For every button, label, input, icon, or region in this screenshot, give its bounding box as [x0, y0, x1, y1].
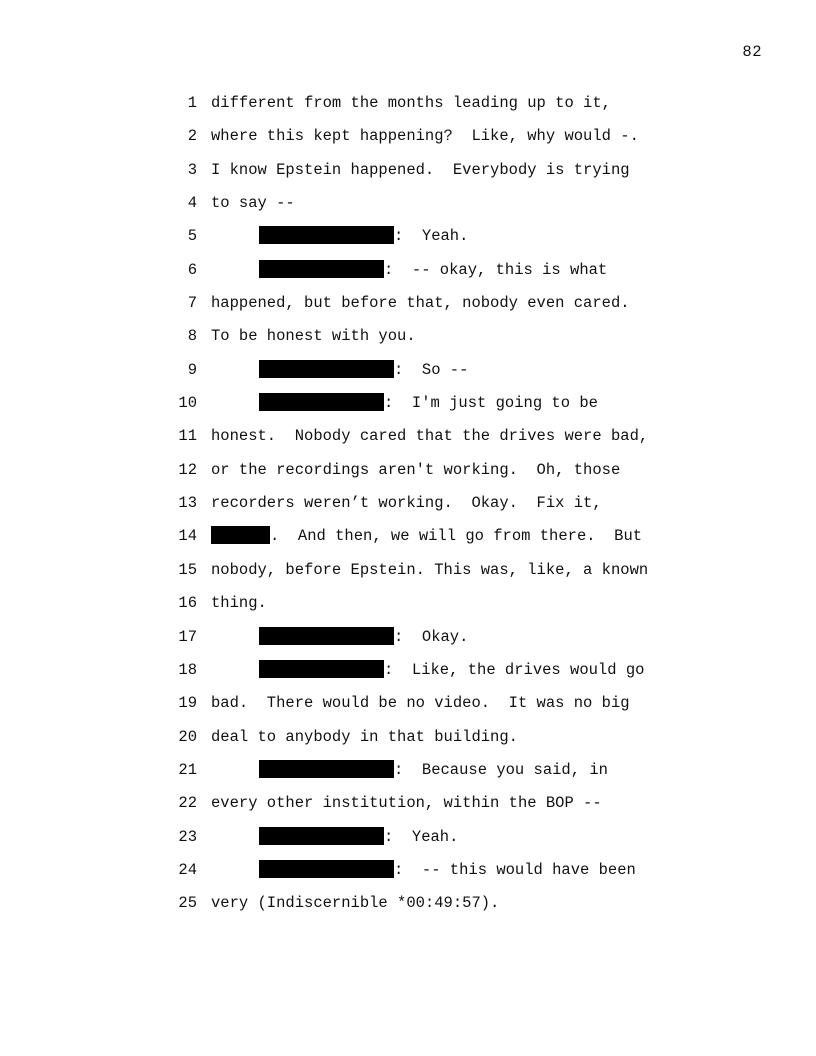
speaker-line	[211, 754, 608, 787]
line-text: very (Indiscernible *00:49:57).	[211, 894, 500, 913]
line-number: 13	[178, 494, 197, 513]
transcript-line	[0, 654, 816, 687]
transcript-line	[0, 887, 816, 920]
line-number: 11	[178, 427, 197, 446]
transcript-line	[0, 120, 816, 153]
transcript-line	[0, 587, 816, 620]
line-text: . And then, we will go from there. But	[270, 527, 643, 546]
line-text: : Okay.	[394, 627, 469, 646]
redaction-box	[259, 260, 384, 278]
line-text: where this kept happening? Like, why would -.	[211, 127, 639, 146]
line-text: or the recordings aren't working. Oh, those	[211, 460, 621, 479]
speaker-line	[211, 354, 468, 387]
redaction-box	[259, 827, 384, 845]
line-number: 9	[187, 360, 197, 379]
line-text: : Yeah.	[394, 227, 469, 246]
line-text: bad. There would be no video. It was no big	[211, 694, 630, 713]
line-text: happened, but before that, nobody even cared.	[211, 294, 630, 313]
transcript-line	[0, 554, 816, 587]
line-text: : -- this would have been	[394, 860, 636, 879]
transcript-line	[0, 754, 816, 787]
transcript-line	[0, 320, 816, 353]
line-number: 23	[178, 827, 197, 846]
speaker-line	[211, 621, 468, 654]
line-number: 4	[187, 194, 197, 213]
transcript-line	[0, 454, 816, 487]
redaction-box	[259, 226, 394, 244]
transcript-body	[0, 87, 816, 921]
line-number: 14	[178, 527, 197, 546]
transcript-line	[0, 154, 816, 187]
line-text: nobody, before Epstein. This was, like, a known	[211, 560, 649, 579]
transcript-line	[0, 821, 816, 854]
line-number: 16	[178, 594, 197, 613]
line-number: 12	[178, 460, 197, 479]
line-number: 3	[187, 160, 197, 179]
transcript-line	[0, 787, 816, 820]
redaction-box	[259, 627, 394, 645]
transcript-line	[0, 87, 816, 120]
page-number: 82	[742, 43, 762, 61]
transcript-line	[0, 854, 816, 887]
speaker-line	[211, 654, 644, 687]
transcript-line	[0, 287, 816, 320]
transcript-line	[0, 487, 816, 520]
line-text: : Like, the drives would go	[384, 660, 645, 679]
line-text: : Because you said, in	[394, 760, 608, 779]
redaction-box	[259, 393, 384, 411]
line-text: I know Epstein happened. Everybody is trying	[211, 160, 630, 179]
line-text: deal to anybody in that building.	[211, 727, 518, 746]
transcript-line	[0, 354, 816, 387]
speaker-line	[211, 821, 458, 854]
line-number: 22	[178, 794, 197, 813]
redaction-box	[259, 660, 384, 678]
line-number: 2	[187, 127, 197, 146]
line-text: recorders weren’t working. Okay. Fix it,	[211, 494, 602, 513]
transcript-line	[0, 187, 816, 220]
line-text: : -- okay, this is what	[384, 260, 608, 279]
line-number: 18	[178, 660, 197, 679]
line-number: 25	[178, 894, 197, 913]
line-text: honest. Nobody cared that the drives were bad,	[211, 427, 649, 446]
line-text: to say --	[211, 194, 295, 213]
line-number: 21	[178, 760, 197, 779]
transcript-line	[0, 721, 816, 754]
line-number: 7	[187, 294, 197, 313]
transcript-line	[0, 687, 816, 720]
line-number: 5	[187, 227, 197, 246]
transcript-line	[0, 520, 816, 553]
line-number: 24	[178, 860, 197, 879]
redaction-box	[259, 860, 394, 878]
speaker-line	[211, 220, 468, 253]
transcript-line	[0, 387, 816, 420]
line-number: 20	[178, 727, 197, 746]
line-text: : I'm just going to be	[384, 394, 598, 413]
line-number: 10	[178, 394, 197, 413]
line-number: 6	[187, 260, 197, 279]
line-text: : So --	[394, 360, 469, 379]
line-number: 19	[178, 694, 197, 713]
line-text: different from the months leading up to it,	[211, 94, 611, 112]
speaker-line	[211, 254, 607, 287]
transcript-line	[0, 621, 816, 654]
redaction-box	[259, 760, 394, 778]
speaker-line	[211, 520, 642, 553]
line-number: 17	[178, 627, 197, 646]
redaction-box	[211, 526, 270, 544]
transcript-line	[0, 420, 816, 453]
transcript-line	[0, 220, 816, 253]
line-text: : Yeah.	[384, 827, 459, 846]
redaction-box	[259, 360, 394, 378]
speaker-line	[211, 387, 598, 420]
line-text: thing.	[211, 594, 267, 613]
line-text: To be honest with you.	[211, 327, 416, 346]
line-number: 1	[187, 94, 197, 112]
transcript-line	[0, 254, 816, 287]
line-number: 8	[187, 327, 197, 346]
speaker-line	[211, 854, 636, 887]
line-number: 15	[178, 560, 197, 579]
line-text: every other institution, within the BOP --	[211, 794, 602, 813]
